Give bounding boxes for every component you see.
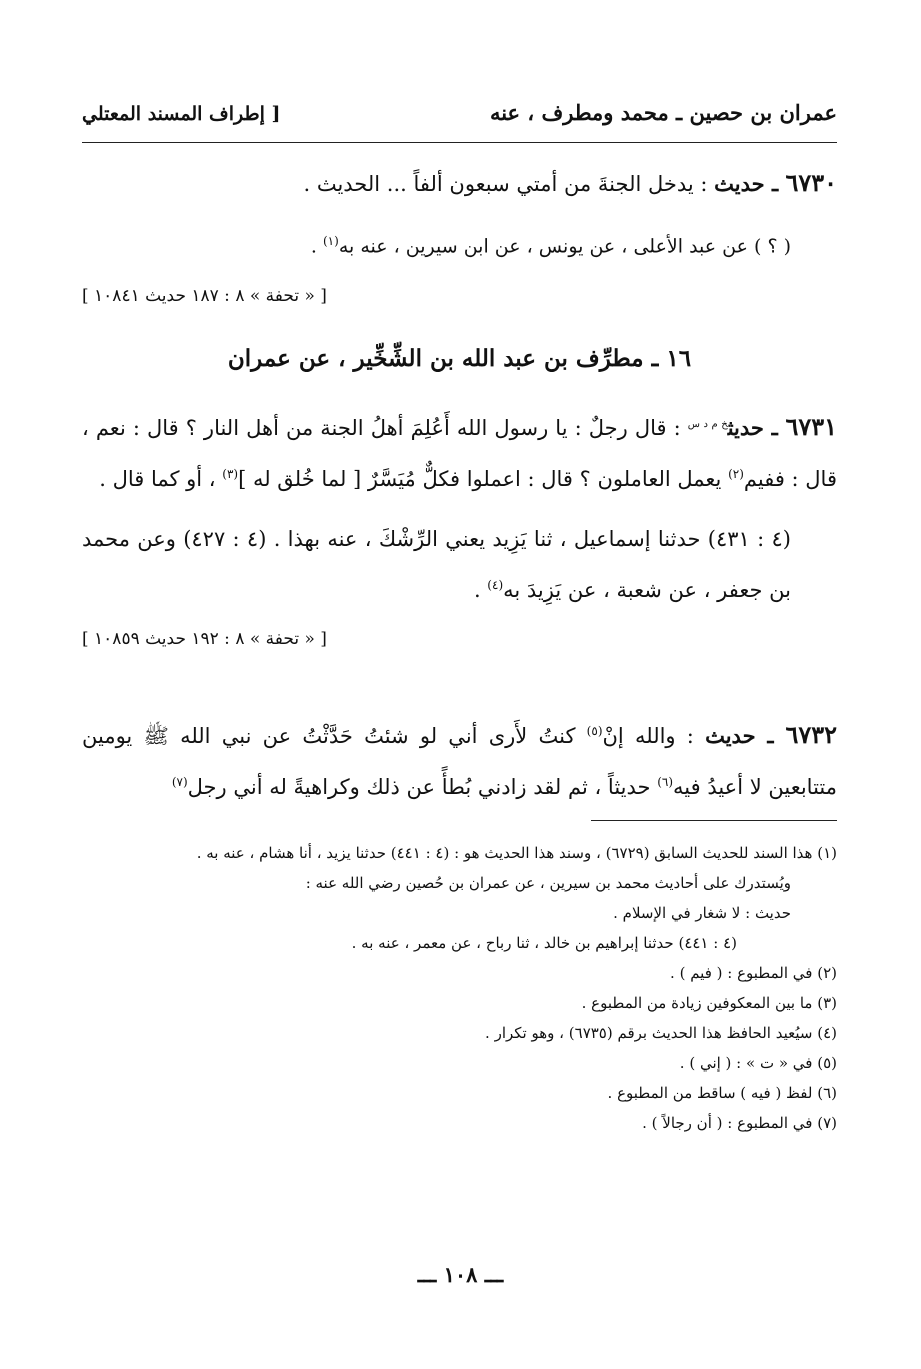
hadith-6731 (82, 402, 837, 649)
footnote-2: (٢) في المطبوع : ( فيم ) . (670, 964, 837, 982)
header-right: عمران بن حصين ـ محمد ومطرف ، عنه (489, 100, 837, 125)
section-title: ١٦ ـ مطرِّف بن عبد الله بن الشِّخِّير ، عن عمران (227, 345, 692, 372)
hadith-keyword: حديث (705, 723, 756, 748)
hadith-number: ٦٧٣٠ (785, 168, 837, 197)
footnote-ref: (١) (322, 234, 339, 248)
footnote-7: (٧) في المطبوع : ( أن رجالاً ) . (642, 1114, 837, 1132)
footnote-3: (٣) ما بين المعكوفين زيادة من المطبوع . (581, 994, 837, 1012)
header-left: [ إطراف المسند المعتلي (82, 103, 281, 125)
section-heading (82, 345, 837, 372)
footnotes (82, 838, 837, 1138)
hadith-number: ٦٧٣١ (785, 412, 838, 441)
hadith-6731-isnad: (٤ : ٤٣١) حدثنا إسماعيل ، ثنا يَزِيد يعني الرِّشْكَ ، عنه بهذا . (٤ : ٤٢٧) وعن محمد بن جعفر ، عن شعبة ، عن يَزِيدَ به$^{(٤)}$ . (82, 527, 791, 602)
hadith-keyword: حديث (727, 415, 764, 440)
footnote-ref: (٣) (222, 467, 239, 481)
tuhfa-reference: [ « تحفة » ٨ : ١٨٧ حديث ١٠٨٤١ ] (82, 286, 327, 307)
footnote-ref: (٢) (728, 467, 744, 481)
running-header (82, 100, 837, 125)
footnote-5: (٥) في « ت » : ( إني ) . (679, 1054, 837, 1072)
hadith-6730 (82, 160, 837, 306)
footnote-6: (٦) لفظ ( فيه ) ساقط من المطبوع . (607, 1084, 837, 1102)
page-number: ـــ ١٠٨ ـــ (417, 1262, 504, 1287)
hadith-6732-text: ٦٧٣٢ ـ حديث : والله إنْ$^{(٥)}$ كنتُ لأَرى أني لو شئتُ حَدَّثْتُ عن نبي الله ﷺ يومين متتابعين لا أعيدُ فيه$^{(٦)}$ حديثاً ، ثم لقد زادني بُطأً عن ذلك وكراهيةً له أني رجل$^{(٧)}$ (82, 720, 837, 799)
tuhfa-reference: [ « تحفة » ٨ : ١٩٢ حديث ١٠٨٥٩ ] (82, 629, 327, 649)
hadith-6730-isnad: ( ؟ ) عن عبد الأعلى ، عن يونس ، عن ابن سيرين ، عنه به$^{(١)}$ . (310, 234, 791, 258)
hadith-number: ٦٧٣٢ (785, 720, 837, 749)
hadith-6731-text: ٦٧٣١ ـ حديث$^{خ م د س}$ : قال رجلٌ : يا رسول الله أَعُلِمَ أهلُ الجنة من أهل النار ؟ قال : نعم ، قال : ففيم$^{(٢)}$ يعمل العاملون ؟ قال : اعملوا فكلٌّ مُيَسَّرٌ [ لما خُلق له ]$^{(٣)}$ ، أو كما قال . (82, 412, 838, 491)
footnote-rule (591, 820, 837, 821)
footnote-ref: (٦) (657, 775, 674, 789)
sigla: خ م د س (687, 419, 728, 430)
footnote-1-hadith: حديث : لا شغار في الإسلام . (613, 904, 791, 922)
footnote-4: (٤) سيُعيد الحافظ هذا الحديث برقم (٦٧٣٥) ، وهو تكرار . (485, 1024, 837, 1042)
footnote-ref: (٧) (171, 775, 188, 789)
hadith-6732 (82, 708, 837, 810)
hadith-keyword: حديث (714, 171, 765, 196)
footnote-1-addendum: ويُستدرك على أحاديث محمد بن سيرين ، عن عمران بن حُصين رضي الله عنه : (305, 874, 791, 892)
hadith-6730-text: ٦٧٣٠ ـ حديث : يدخل الجنةَ من أمتي سبعون ألفاً ... الحديث . (303, 168, 837, 197)
footnote-1-isnad: (٤ : ٤٤١) حدثنا إبراهيم بن خالد ، ثنا رباح ، عن معمر ، عنه به . (351, 934, 737, 952)
footnote-ref: (٥) (586, 724, 603, 738)
footnote-ref: (٤) (487, 578, 504, 592)
footnote-1: (١) هذا السند للحديث السابق (٦٧٢٩) ، وسند هذا الحديث هو : (٤ : ٤٤١) حدثنا يزيد ، أنا هشام ، عنه به . (196, 844, 837, 862)
header-rule (82, 142, 837, 143)
